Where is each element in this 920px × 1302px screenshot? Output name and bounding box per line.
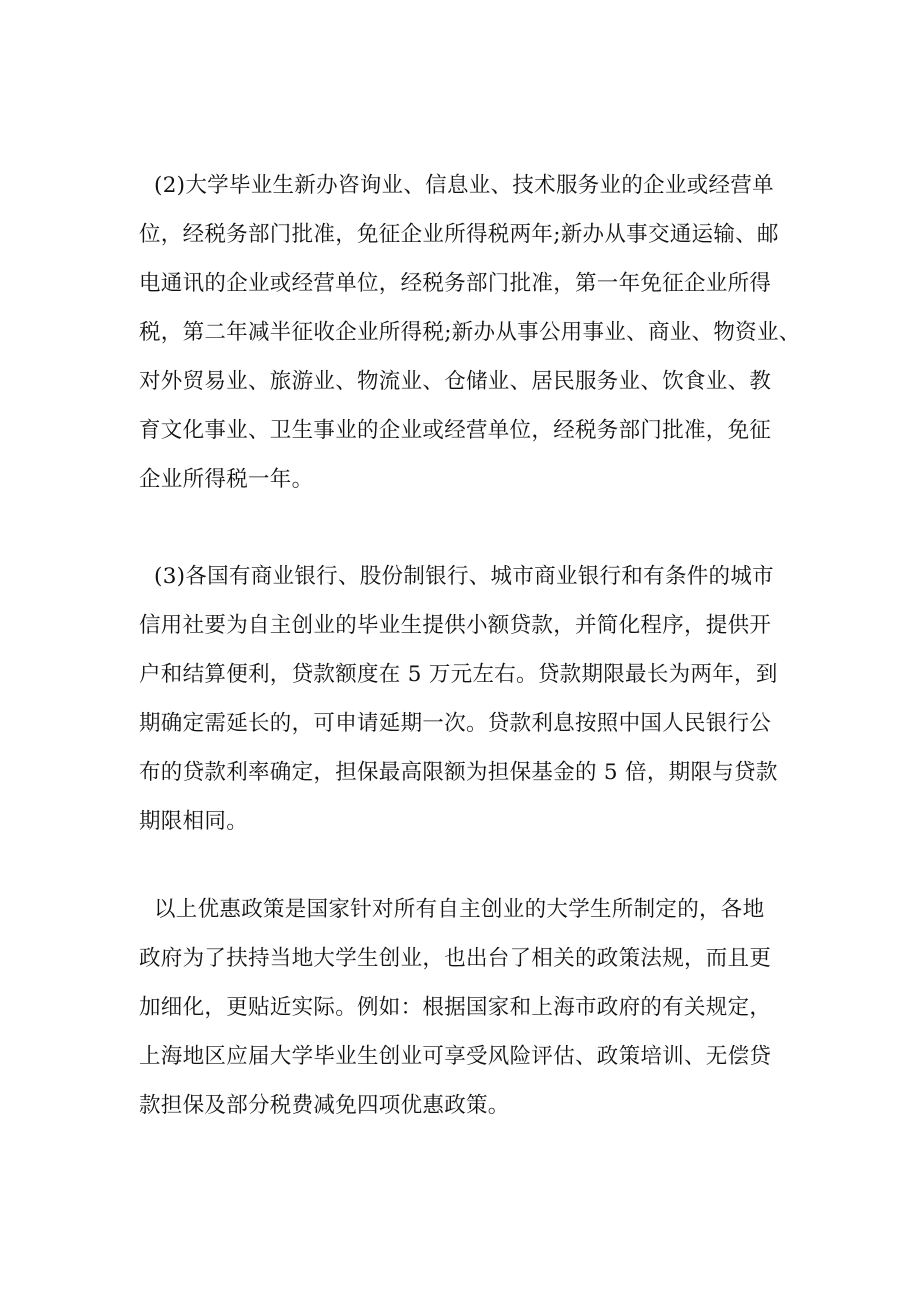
- paragraph-tax-exemption: [139, 161, 819, 504]
- text-line: (3)各国有商业银行、股份制银行、城市商业银行和有条件的城市: [154, 564, 774, 589]
- text-line: 款担保及部分税费减免四项优惠政策。: [139, 1093, 510, 1118]
- text-line: 政府为了扶持当地大学生创业，也出台了相关的政策法规，而且更: [139, 946, 772, 971]
- text-line: 电通讯的企业或经营单位，经税务部门批准，第一年免征企业所得: [139, 271, 772, 296]
- text-line: 企业所得税一年。: [139, 467, 314, 492]
- paragraph-small-loans: [139, 552, 819, 846]
- text-line: 加细化，更贴近实际。例如：根据国家和上海市政府的有关规定，: [139, 995, 772, 1020]
- text-line: 户和结算便利，贷款额度在 5 万元左右。贷款期限最长为两年，到: [139, 662, 778, 687]
- text-line: 期确定需延长的，可申请延期一次。贷款利息按照中国人民银行公: [139, 711, 772, 736]
- text-line: 上海地区应届大学毕业生创业可享受风险评估、政策培训、无偿贷: [139, 1044, 772, 1069]
- text-line: 育文化事业、卫生事业的企业或经营单位，经税务部门批准，免征: [139, 418, 772, 443]
- text-line: 布的贷款利率确定，担保最高限额为担保基金的 5 倍，期限与贷款: [139, 760, 778, 785]
- text-line: 对外贸易业、旅游业、物流业、仓储业、居民服务业、饮食业、教: [139, 369, 772, 394]
- text-line: 税，第二年减半征收企业所得税;新办从事公用事业、商业、物资业、: [139, 320, 801, 345]
- text-line: 以上优惠政策是国家针对所有自主创业的大学生所制定的，各地: [154, 897, 765, 922]
- paragraph-summary: [139, 885, 819, 1130]
- text-line: 信用社要为自主创业的毕业生提供小额贷款，并简化程序，提供开: [139, 613, 772, 638]
- text-line: 位，经税务部门批准，免征企业所得税两年;新办从事交通运输、邮: [139, 222, 779, 247]
- text-line: (2)大学毕业生新办咨询业、信息业、技术服务业的企业或经营单: [154, 173, 774, 198]
- text-line: 期限相同。: [139, 809, 249, 834]
